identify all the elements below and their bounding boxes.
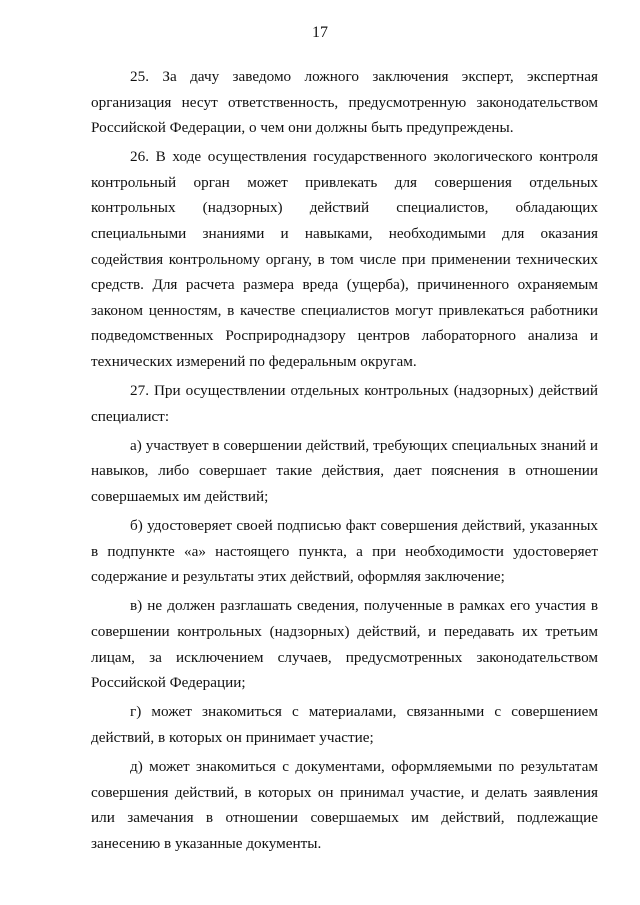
- paragraph-26: 26. В ходе осуществления государственного экологического контроля контрольный орган может привлекать для совершения отдельных контрольных (надзорных) действий специалистов, обладающих специальными знаниями и навыками, необходимыми для оказания содействия контрольному органу, в том числе при применении технических средств. Для расчета размера вреда (ущерба), причиненного охраняемым законом ценностям, в качестве специалистов могут привлекаться работники подведомственных Росприроднадзору центров лабораторного анализа и технических измерений по федеральным округам.: [91, 148, 598, 371]
- subitem-d: д) может знакомиться с документами, оформляемыми по результатам совершения действий, в которых он принимал участие, и делать заявления или замечания в отношении совершаемых им действий, подлежащие занесению в указанные документы.: [91, 757, 598, 852]
- subitem-a: а) участвует в совершении действий, требующих специальных знаний и навыков, либо совершает такие действия, дает пояснения в отношении совершаемых им действий;: [91, 436, 598, 505]
- paragraph-27: 27. При осуществлении отдельных контрольных (надзорных) действий специалист:: [91, 382, 598, 425]
- document-body: [91, 64, 598, 860]
- paragraph-25: 25. За дачу заведомо ложного заключения эксперт, экспертная организация несут ответственность, предусмотренную законодательством Российской Федерации, о чем они должны быть предупреждены.: [91, 68, 598, 137]
- page-number: 17: [312, 24, 328, 41]
- subitem-g: г) может знакомиться с материалами, связанными с совершением действий, в которых он принимает участие;: [91, 703, 598, 746]
- subitem-v: в) не должен разглашать сведения, полученные в рамках его участия в совершении контрольных (надзорных) действий, и передавать их третьим лицам, за исключением случаев, предусмотренных законодательством Российской Федерации;: [91, 597, 598, 692]
- subitem-b: б) удостоверяет своей подписью факт совершения действий, указанных в подпункте «а» настоящего пункта, а при необходимости удостоверяет содержание и результаты этих действий, оформляя заключение;: [91, 517, 598, 586]
